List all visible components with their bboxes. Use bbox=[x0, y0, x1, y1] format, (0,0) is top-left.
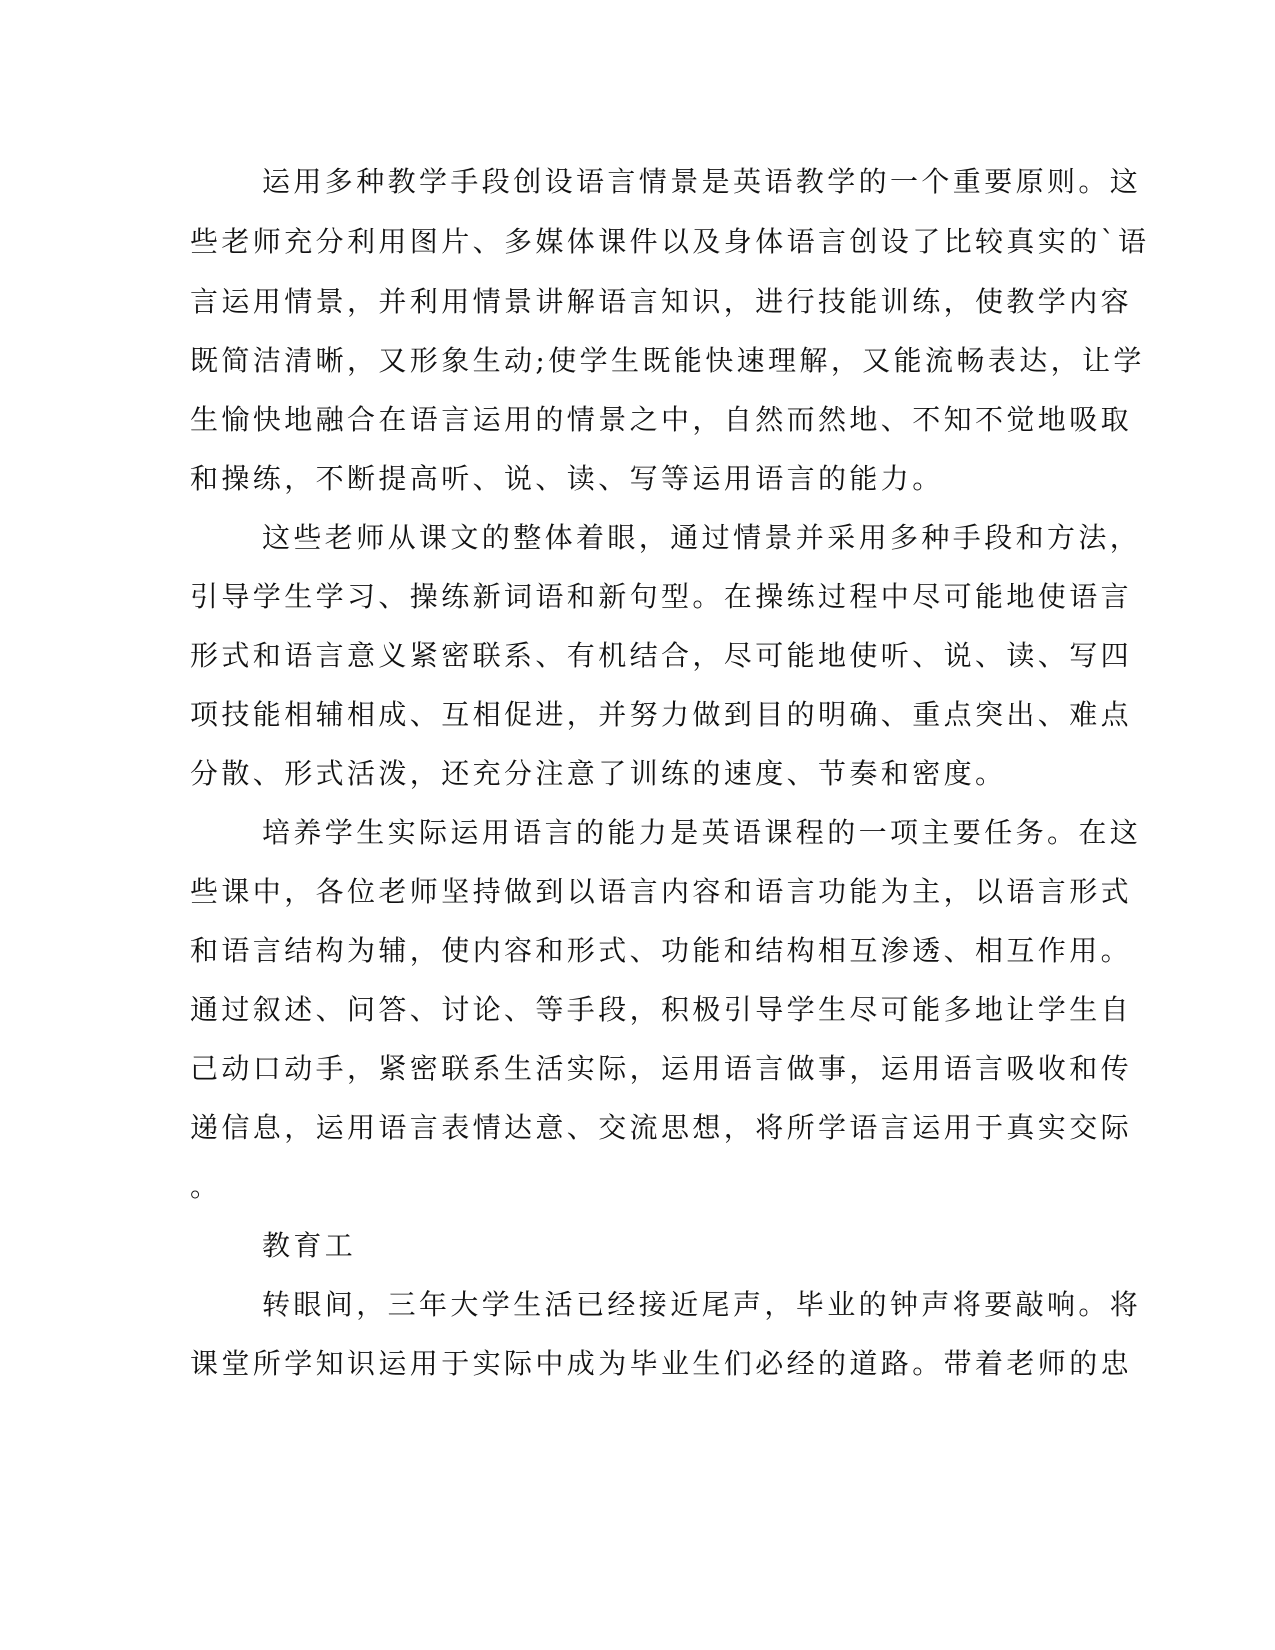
text-line: 生愉快地融合在语言运用的情景之中，自然而然地、不知不觉地吸取 bbox=[190, 403, 1133, 436]
text-line: 己动口动手，紧密联系生活实际，运用语言做事，运用语言吸收和传 bbox=[190, 1052, 1133, 1085]
text-line: 些老师充分利用图片、多媒体课件以及身体语言创设了比较真实的`语 bbox=[190, 225, 1150, 258]
text-line: 些课中，各位老师坚持做到以语言内容和语言功能为主，以语言形式 bbox=[190, 875, 1133, 908]
text-line: 形式和语言意义紧密联系、有机结合，尽可能地使听、说、读、写四 bbox=[190, 639, 1133, 672]
text-line: 通过叙述、问答、讨论、等手段，积极引导学生尽可能多地让学生自 bbox=[190, 993, 1133, 1026]
text-line: 这些老师从课文的整体着眼，通过情景并采用多种手段和方法， bbox=[262, 521, 1142, 554]
text-line: 。 bbox=[190, 1170, 222, 1203]
text-line: 递信息，运用语言表情达意、交流思想，将所学语言运用于真实交际 bbox=[190, 1111, 1133, 1144]
text-line: 言运用情景，并利用情景讲解语言知识，进行技能训练，使教学内容 bbox=[190, 285, 1133, 318]
text-line: 项技能相辅相成、互相促进，并努力做到目的明确、重点突出、难点 bbox=[190, 698, 1133, 731]
text-line: 转眼间，三年大学生活已经接近尾声，毕业的钟声将要敲响。将 bbox=[262, 1288, 1142, 1321]
text-line: 和操练，不断提高听、说、读、写等运用语言的能力。 bbox=[190, 462, 944, 495]
text-line: 分散、形式活泼，还充分注意了训练的速度、节奏和密度。 bbox=[190, 757, 1007, 790]
text-line: 课堂所学知识运用于实际中成为毕业生们必经的道路。带着老师的忠 bbox=[190, 1347, 1133, 1380]
text-line: 和语言结构为辅，使内容和形式、功能和结构相互渗透、相互作用。 bbox=[190, 934, 1133, 967]
text-line: 培养学生实际运用语言的能力是英语课程的一项主要任务。在这 bbox=[262, 816, 1142, 849]
text-line: 运用多种教学手段创设语言情景是英语教学的一个重要原则。这 bbox=[262, 165, 1142, 198]
text-line: 引导学生学习、操练新词语和新句型。在操练过程中尽可能地使语言 bbox=[190, 580, 1133, 613]
text-line: 既简洁清晰，又形象生动;使学生既能快速理解，又能流畅表达，让学 bbox=[190, 344, 1145, 377]
section-heading: 教育工 bbox=[262, 1229, 357, 1262]
